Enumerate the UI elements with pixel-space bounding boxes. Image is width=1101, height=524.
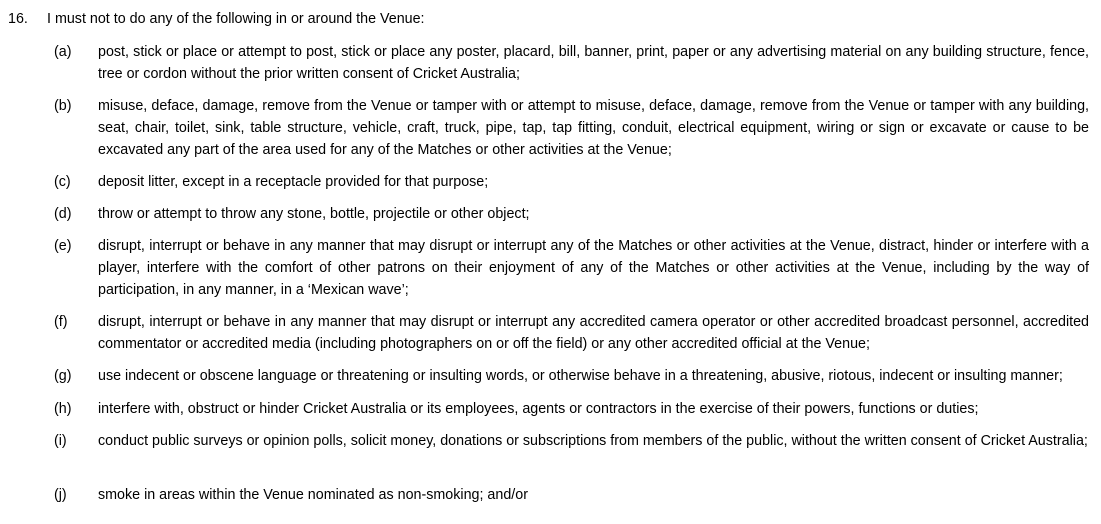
item-text: smoke in areas within the Venue nominated as non-smoking; and/or	[98, 487, 528, 503]
item-text: disrupt, interrupt or behave in any manner that may disrupt or interrupt any accredited camera operator or other accredited broadcast personnel, accredited commentator or accredited media (including photographers on or off the field) or any other accredited official at the Venue;	[98, 314, 1089, 352]
item-text: conduct public surveys or opinion polls, solicit money, donations or subscriptions from members of the public, without the written consent of Cricket Australia;	[98, 433, 1088, 449]
item-label: (b)	[54, 98, 72, 114]
item-label: (a)	[54, 44, 72, 60]
item-text: throw or attempt to throw any stone, bottle, projectile or other object;	[98, 206, 530, 222]
item-label: (g)	[54, 368, 72, 384]
item-text: deposit litter, except in a receptacle provided for that purpose;	[98, 174, 489, 190]
item-label: (h)	[54, 401, 72, 417]
clause-intro: I must not to do any of the following in or around the Venue:	[47, 11, 425, 27]
item-text: misuse, deface, damage, remove from the Venue or tamper with or attempt to misuse, deface, damage, remove from the Venue or tamper with any building, seat, chair, toilet, sink, table structure, vehicle, craft, truck, pipe, tap, tap fitting, conduit, electrical equipment, wiring or sign or excavate or cause to be excavated any part of the area used for any of the Matches or other activities at the Venue;	[98, 98, 1089, 158]
item-label: (d)	[54, 206, 72, 222]
item-label: (f)	[54, 314, 68, 330]
item-text: interfere with, obstruct or hinder Cricket Australia or its employees, agents or contractors in the exercise of their powers, functions or duties;	[98, 401, 979, 417]
item-text: use indecent or obscene language or threatening or insulting words, or otherwise behave in a threatening, abusive, riotous, indecent or insulting manner;	[98, 368, 1063, 384]
item-label: (i)	[54, 433, 67, 449]
clause-heading	[0, 8, 1101, 30]
item-label: (e)	[54, 238, 72, 254]
item-label: (c)	[54, 174, 71, 190]
item-text: post, stick or place or attempt to post, stick or place any poster, placard, bill, banner, print, paper or any advertising material on any building structure, fence, tree or cordon without the prior written consent of Cricket Australia;	[98, 44, 1089, 82]
item-text: disrupt, interrupt or behave in any manner that may disrupt or interrupt any of the Matches or other activities at the Venue, distract, hinder or interfere with a player, interfere with the comfort of other patrons on their enjoyment of any of the Matches or other activities at the Venue, including by the way of participation, in any manner, in a ‘Mexican wave’;	[98, 238, 1089, 298]
clause-number: 16.	[8, 11, 28, 27]
item-label: (j)	[54, 487, 67, 503]
